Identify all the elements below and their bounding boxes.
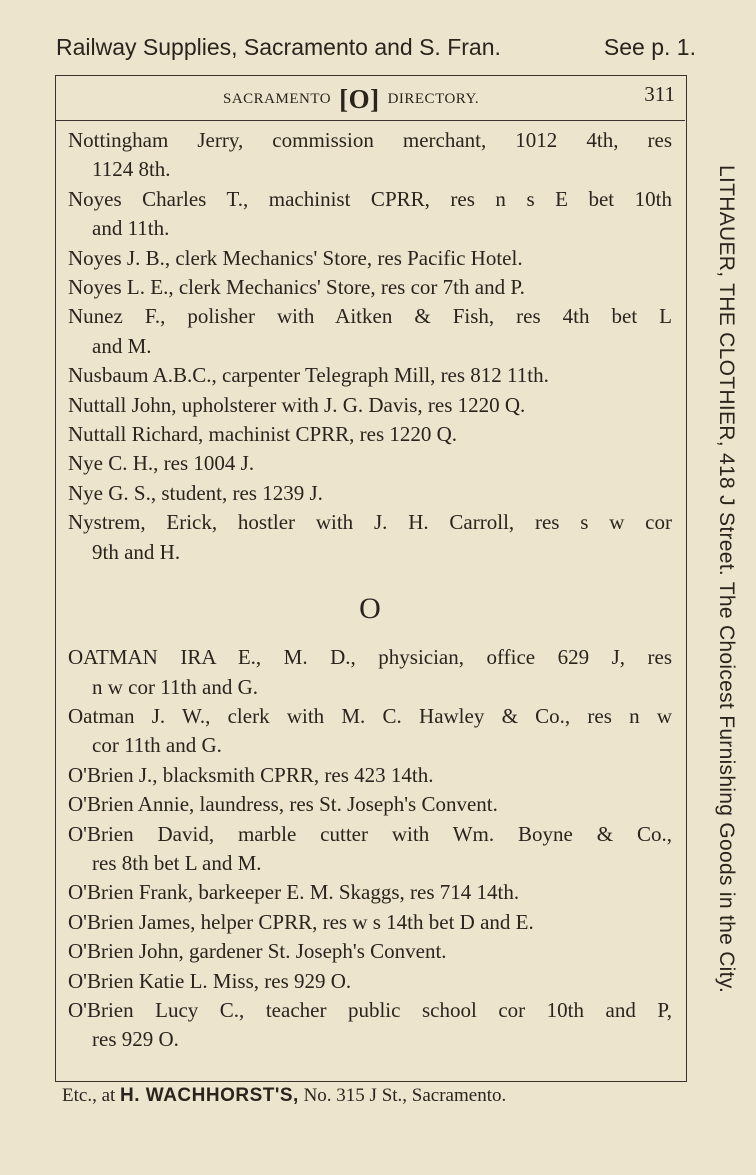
directory-entry: [68, 244, 672, 273]
entry-continuation: and 11th.: [92, 216, 170, 241]
directory-body: [68, 126, 672, 1055]
header-right: DIRECTORY.: [387, 91, 480, 107]
entry-line: OATMAN IRA E., M. D., physician, office 629 J, res: [68, 645, 672, 670]
entry-line: O'Brien David, marble cutter with Wm. Boyne & Co.,: [68, 821, 672, 846]
footer-pre: Etc., at: [62, 1085, 116, 1106]
directory-entry: [68, 761, 672, 790]
directory-entry: [68, 908, 672, 937]
running-head: [56, 34, 696, 61]
directory-entry: [68, 937, 672, 966]
footer-name: H. WACHHORST'S,: [120, 1085, 299, 1106]
directory-entry: [68, 479, 672, 508]
footer-advertisement: [62, 1085, 506, 1107]
entry-line: O'Brien J., blacksmith CPRR, res 423 14th.: [68, 762, 434, 787]
entries-n: [68, 126, 672, 567]
entry-line: Nusbaum A.B.C., carpenter Telegraph Mill, res 812 11th.: [68, 363, 549, 388]
directory-entry: [68, 820, 672, 879]
entry-line: O'Brien Katie L. Miss, res 929 O.: [68, 968, 352, 993]
header-left: SACRAMENTO: [223, 91, 332, 107]
entry-line: Nuttall Richard, machinist CPRR, res 1220 Q.: [68, 422, 458, 447]
directory-entry: [68, 996, 672, 1055]
entry-line: Noyes J. B., clerk Mechanics' Store, res Pacific Hotel.: [68, 245, 523, 270]
entry-continuation: 9th and H.: [92, 539, 181, 564]
entry-line: O'Brien Annie, laundress, res St. Joseph's Convent.: [68, 792, 498, 817]
running-head-left: Railway Supplies, Sacramento and S. Fran.: [56, 34, 501, 60]
entry-continuation: and M.: [92, 333, 152, 358]
directory-entry: [68, 273, 672, 302]
entry-continuation: cor 11th and G.: [92, 733, 222, 758]
directory-entry: [68, 878, 672, 907]
entry-continuation: n w cor 11th and G.: [92, 674, 259, 699]
entry-line: Nye C. H., res 1004 J.: [68, 451, 255, 476]
section-letter: O: [359, 592, 381, 626]
directory-entry: [68, 302, 672, 361]
footer-post: No. 315 J St., Sacramento.: [303, 1085, 507, 1106]
entry-line: Nye G. S., student, res 1239 J.: [68, 480, 323, 505]
entry-line: Noyes Charles T., machinist CPRR, res n s E bet 10th: [68, 186, 672, 211]
entry-line: Oatman J. W., clerk with M. C. Hawley & Co., res n w: [68, 703, 672, 728]
directory-entry: [68, 361, 672, 390]
entry-line: Noyes L. E., clerk Mechanics' Store, res cor 7th and P.: [68, 275, 525, 300]
directory-entry: [68, 391, 672, 420]
directory-entry: [68, 420, 672, 449]
page-number: 311: [644, 82, 675, 106]
entry-line: O'Brien Frank, barkeeper E. M. Skaggs, res 714 14th.: [68, 880, 520, 905]
directory-entry: [68, 126, 672, 185]
entry-line: Nuttall John, upholsterer with J. G. Davis, res 1220 Q.: [68, 392, 526, 417]
entry-line: O'Brien Lucy C., teacher public school cor 10th and P,: [68, 997, 672, 1022]
entry-line: Nottingham Jerry, commission merchant, 1012 4th, res: [68, 128, 672, 152]
directory-entry: [68, 185, 672, 244]
directory-entry: [68, 508, 672, 567]
side-ad-text: LITHAUER, THE CLOTHIER, 418 J Street. The Choicest Furnishing Goods in the City.: [715, 165, 738, 994]
directory-entry: [68, 967, 672, 996]
entry-line: O'Brien James, helper CPRR, res w s 14th bet D and E.: [68, 909, 534, 934]
entry-continuation: res 929 O.: [92, 1027, 179, 1052]
entry-line: Nystrem, Erick, hostler with J. H. Carroll, res s w cor: [68, 510, 672, 535]
entry-line: Nunez F., polisher with Aitken & Fish, res 4th bet L: [68, 304, 672, 329]
side-advertisement: [690, 165, 750, 994]
directory-entry: [68, 702, 672, 761]
header-letter: [O]: [339, 84, 380, 114]
directory-entry: [68, 449, 672, 478]
page-header: [55, 80, 685, 121]
directory-entry: [68, 790, 672, 819]
entry-line: O'Brien John, gardener St. Joseph's Convent.: [68, 939, 447, 964]
entry-continuation: 1124 8th.: [92, 157, 171, 182]
entry-continuation: res 8th bet L and M.: [92, 850, 262, 875]
directory-entry: [68, 643, 672, 702]
running-head-right: See p. 1.: [603, 34, 696, 60]
entries-o: [68, 643, 672, 1055]
